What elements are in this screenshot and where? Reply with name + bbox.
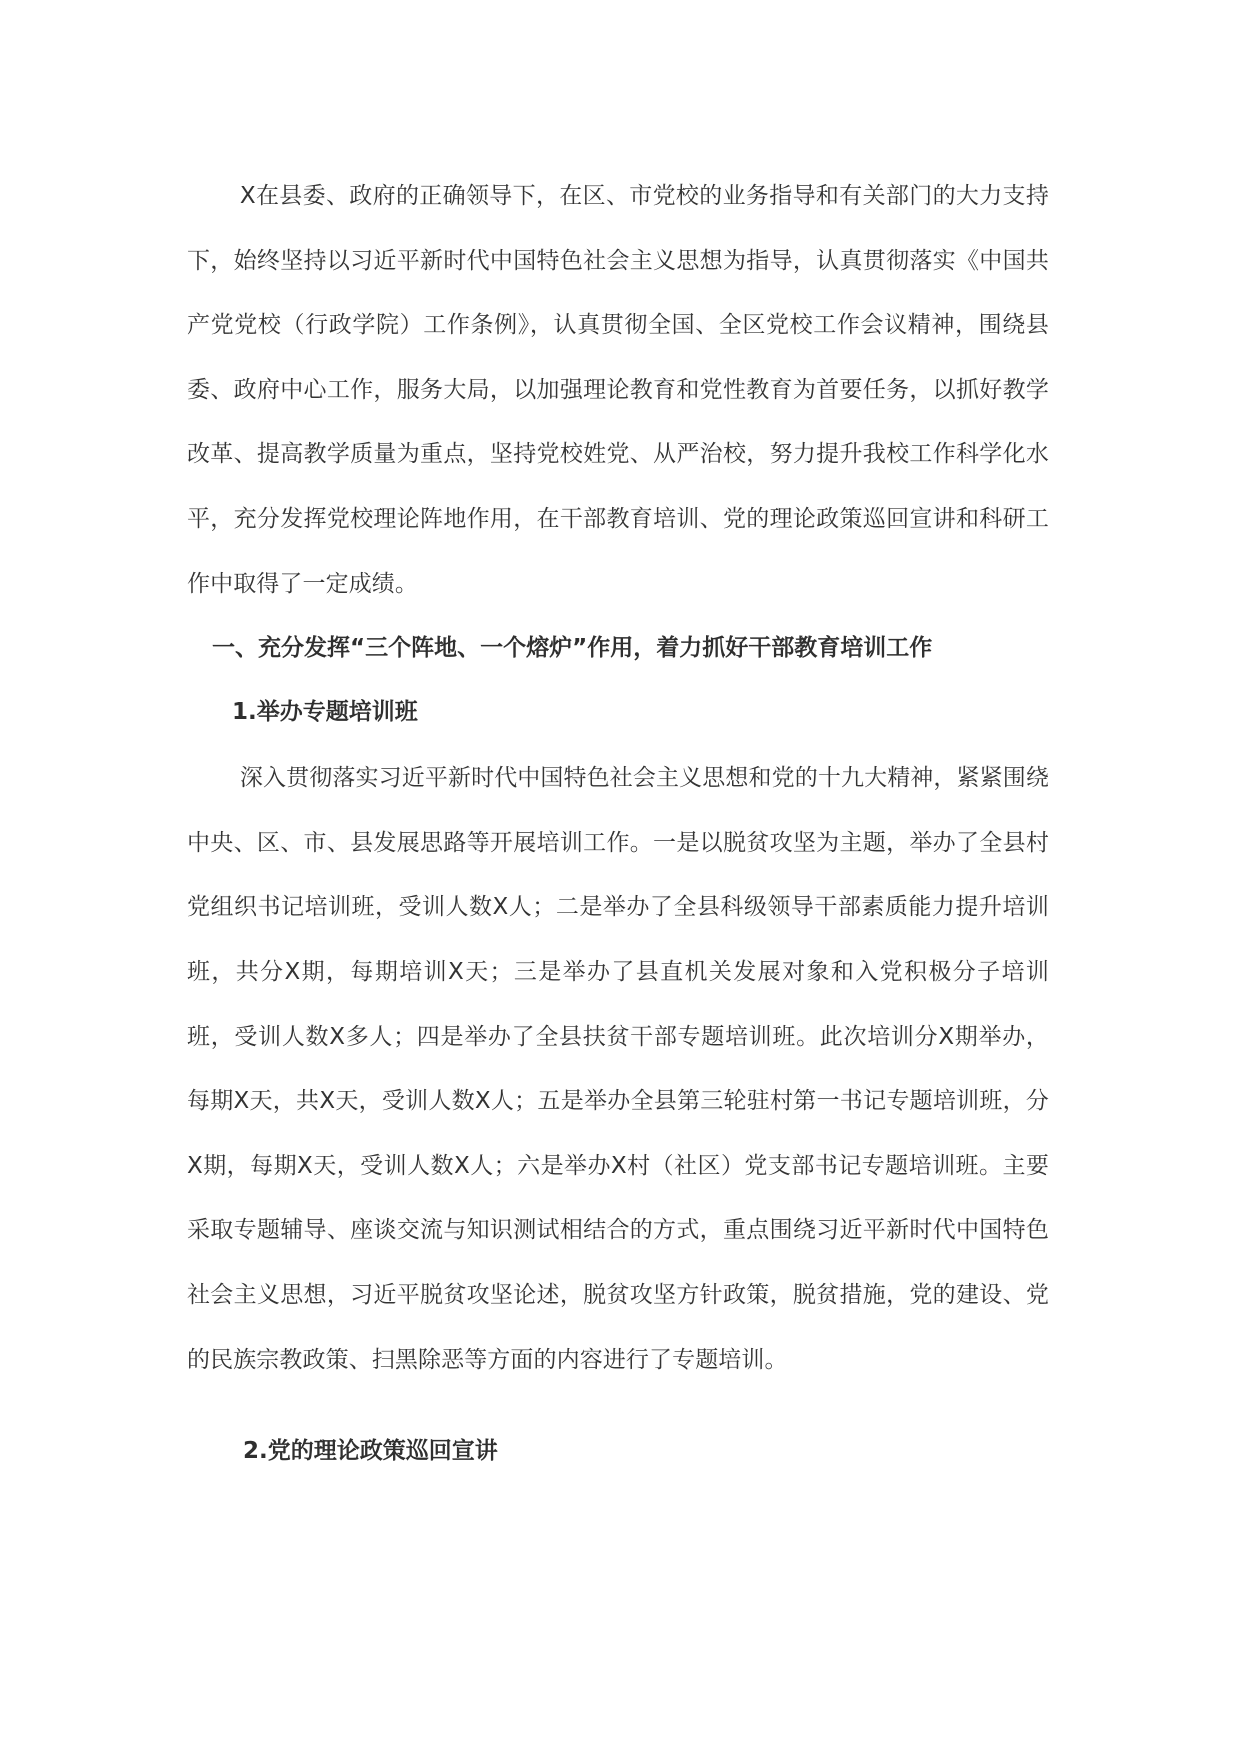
document-body xyxy=(187,164,1049,1483)
subheading-policy-lectures: 2.党的理论政策巡回宣讲 xyxy=(243,1438,498,1465)
subheading-training-classes: 1.举办专题培训班 xyxy=(232,699,418,726)
section-heading-one: 一、充分发挥“三个阵地、一个熔炉”作用，着力抓好干部教育培训工作 xyxy=(212,635,933,662)
intro-paragraph: X在县委、政府的正确领导下，在区、市党校的业务指导和有关部门的大力支持下，始终坚持以习近平新时代中国特色社会主义思想为指导，认真贯彻落实《中国共产党党校（行政学院）工作条例》，认真贯彻全国、全区党校工作会议精神，围绕县委、政府中心工作，服务大局，以加强理论教育和党性教育为首要任务，以抓好教学改革、提高教学质量为重点，坚持党校姓党、从严治校，努力提升我校工作科学化水平，充分发挥党校理论阵地作用，在干部教育培训、党的理论政策巡回宣讲和科研工作中取得了一定成绩。 xyxy=(187,183,1049,597)
training-paragraph: 深入贯彻落实习近平新时代中国特色社会主义思想和党的十九大精神，紧紧围绕中央、区、市、县发展思路等开展培训工作。一是以脱贫攻坚为主题，举办了全县村党组织书记培训班，受训人数X人；二是举办了全县科级领导干部素质能力提升培训班，共分X期，每期培训X天；三是举办了县直机关发展对象和入党积极分子培训班，受训人数X多人；四是举办了全县扶贫干部专题培训班。此次培训分X期举办，每期X天，共X天，受训人数X人；五是举办全县第三轮驻村第一书记专题培训班，分X期，每期X天，受训人数X人；六是举办X村（社区）党支部书记专题培训班。主要采取专题辅导、座谈交流与知识测试相结合的方式，重点围绕习近平新时代中国特色社会主义思想，习近平脱贫攻坚论述，脱贫攻坚方针政策，脱贫措施，党的建设、党的民族宗教政策、扫黑除恶等方面的内容进行了专题培训。 xyxy=(187,765,1049,1373)
